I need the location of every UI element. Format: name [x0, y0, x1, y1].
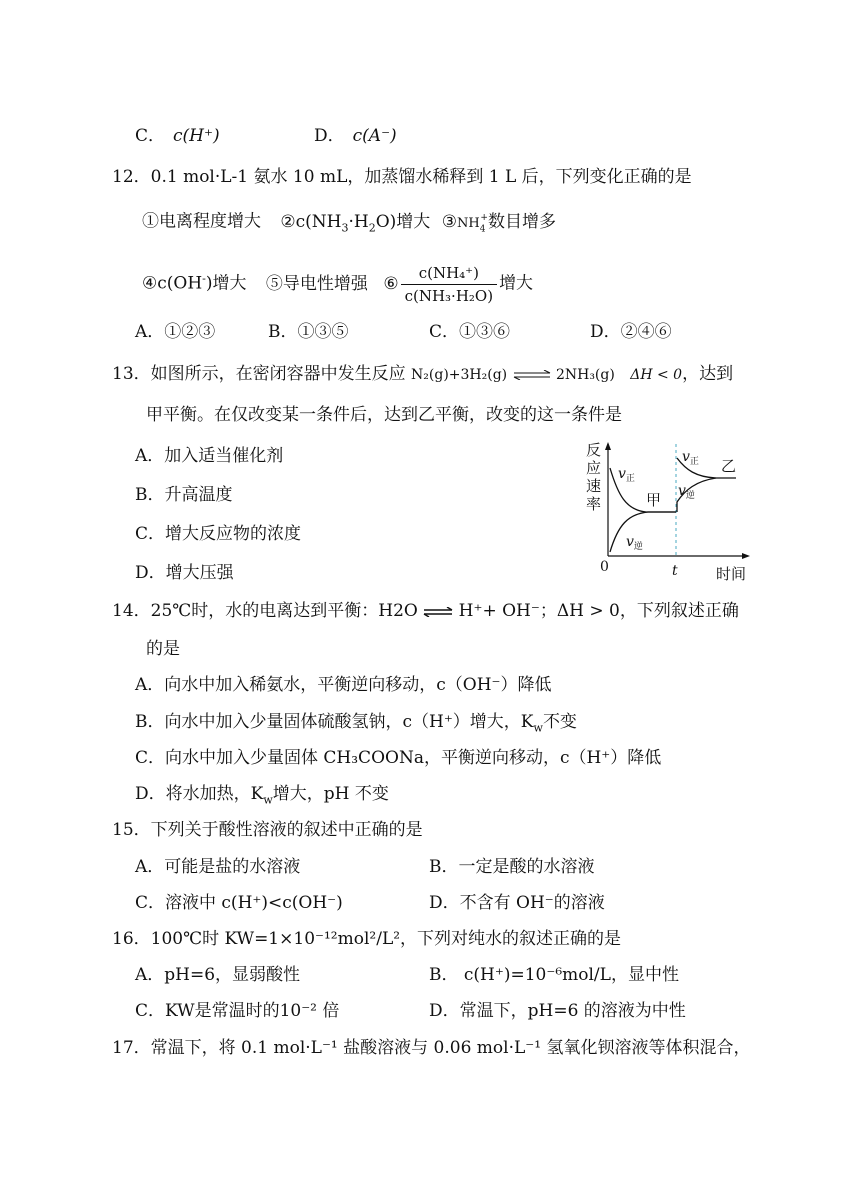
graph-v-reverse-2: $v_逆$: [678, 483, 695, 501]
q15-option-d: D．不含有 OH⁻的溶液: [429, 893, 605, 913]
q12-option-d: D．②④⑥: [590, 322, 672, 342]
q16-option-a: A．pH=6，显弱酸性: [135, 965, 301, 985]
graph-x-axis-arrow-icon: [742, 553, 750, 559]
graph-t-label: t: [672, 563, 678, 579]
q14-option-a: A．向水中加入稀氨水，平衡逆向移动，c（OH⁻）降低: [135, 675, 552, 695]
reaction-rate-graph: [586, 440, 761, 585]
q15-stem: 15．下列关于酸性溶液的叙述中正确的是: [112, 820, 423, 840]
graph-xlabel: 时间: [716, 565, 747, 583]
graph-v-reverse-1: $v_逆$: [626, 534, 643, 552]
graph-yi-label: 乙: [721, 457, 737, 475]
q12-option-a: A．①②③: [135, 322, 216, 342]
q13-stem-line2: 甲平衡。在仅改变某一条件后，达到乙平衡，改变的这一条件是: [146, 405, 622, 425]
graph-y-axis-arrow-icon: [605, 442, 611, 450]
graph-ylabel-4: 率: [586, 495, 602, 513]
q16-option-b: B． c(H⁺)=10⁻⁶mol/L，显中性: [429, 965, 679, 985]
q14-option-d: D．将水加热，$K_w$增大，pH 不变: [135, 784, 389, 807]
equilibrium-arrow-icon: [423, 607, 453, 617]
q12-fraction: $\frac{\text{c(NH₄⁺)}}{\text{c(NH₃·H₂O)}}$: [401, 262, 497, 307]
q14-stem-line2: 的是: [146, 639, 180, 659]
graph-ylabel-1: 反: [586, 441, 602, 459]
q14-option-c: C．向水中加入少量固体 CH₃COONa，平衡逆向移动，c（H⁺）降低: [135, 748, 662, 768]
graph-jia-label: 甲: [646, 491, 662, 509]
q11-option-d: D． c(A⁻): [314, 126, 397, 146]
q16-option-c: C．KW是常温时的10⁻² 倍: [135, 1001, 340, 1021]
q12-option-c: C．①③⑥: [429, 322, 511, 342]
q15-option-a: A．可能是盐的水溶液: [135, 857, 301, 877]
q17-stem: 17．常温下，将 0.1 mol·L⁻¹ 盐酸溶液与 0.06 mol·L⁻¹ 氢氧化钡溶液等体积混合，: [112, 1038, 751, 1058]
q13-option-c: C．增大反应物的浓度: [135, 524, 302, 544]
q12-stem: 12．0.1 mol·L-1 氨水 10 mL，加蒸馏水稀释到 1 L 后，下列变化正确的是: [112, 167, 692, 187]
q15-option-c: C．溶液中 c(H⁺)<c(OH⁻): [135, 893, 343, 913]
graph-reverse-curve-1: [610, 512, 676, 552]
q13-option-d: D．增大压强: [135, 563, 234, 583]
q13-option-a: A．加入适当催化剂: [135, 446, 284, 466]
graph-v-forward-2: $v_正$: [682, 449, 699, 467]
graph-v-forward-1: $v_正$: [618, 466, 635, 484]
graph-ylabel-3: 速: [586, 477, 602, 495]
q13-stem: 13．如图所示，在密闭容器中发生反应 N₂(g)+3H₂(g) 2NH₃(g) ΔH < 0，达到: [112, 364, 734, 384]
equilibrium-arrow-icon: [513, 370, 551, 380]
q11-option-c: C． c(H⁺): [135, 126, 220, 146]
q12-items-row1: ①电离程度增大 $②c(NH_3\cdot H_2O)$增大 $③NH_4^+$数目增多: [142, 211, 556, 235]
graph-ylabel-2: 应: [586, 459, 602, 477]
q15-option-b: B．一定是酸的水溶液: [429, 857, 595, 877]
q13-option-b: B．升高温度: [135, 485, 233, 505]
q12-items-row2: ④c(OH-)增大 ⑤导电性增强 ⑥ $\frac{\text{c(NH₄⁺)}}{\text{c(NH₃·H₂O)}}$ 增大: [142, 263, 534, 305]
q14-stem: 14．25℃时，水的电离达到平衡：H2O H⁺+ OH⁻；ΔH > 0，下列叙述正确: [112, 601, 739, 621]
graph-origin: 0: [600, 559, 609, 575]
q14-option-b: B．向水中加入少量固体硫酸氢钠，c（H⁺）增大，$K_w$不变: [135, 712, 577, 735]
q12-option-b: B．①③⑤: [268, 322, 349, 342]
q16-stem: 16．100℃时 KW=1×10⁻¹²mol²/L²，下列对纯水的叙述正确的是: [112, 929, 622, 949]
q16-option-d: D．常温下，pH=6 的溶液为中性: [429, 1001, 686, 1021]
